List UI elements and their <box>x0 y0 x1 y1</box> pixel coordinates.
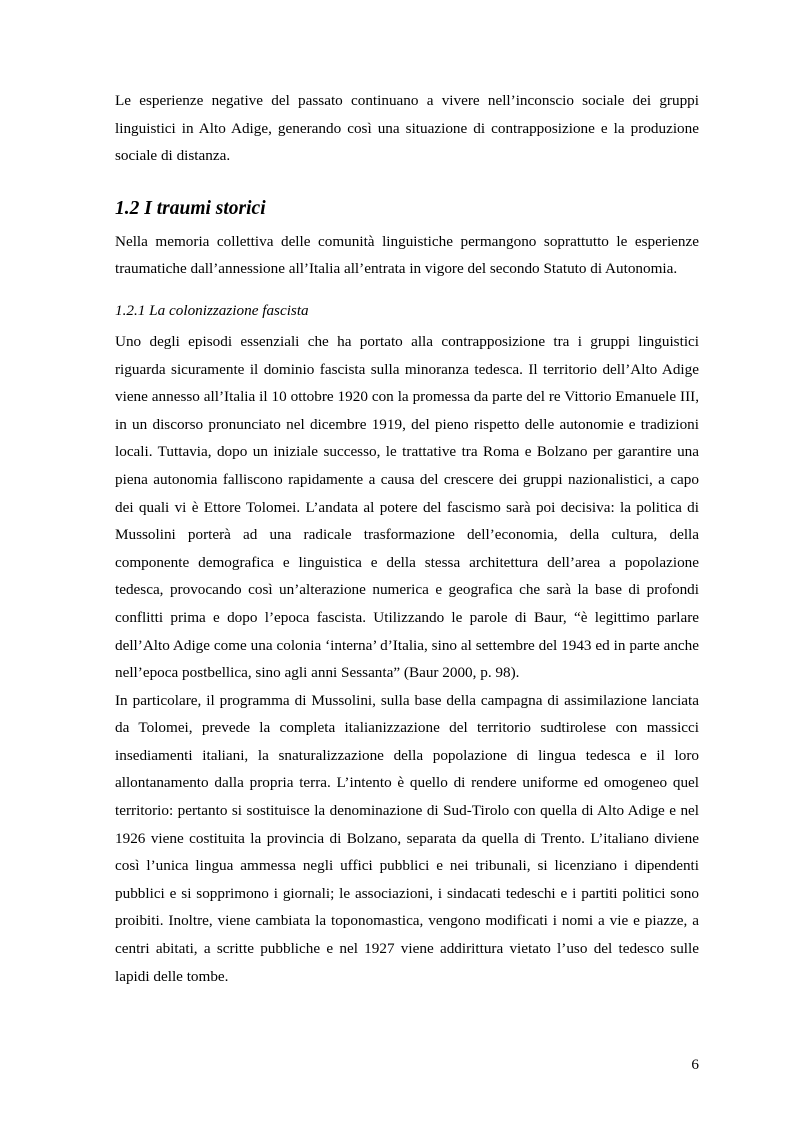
body-paragraph-2: In particolare, il programma di Mussolini, sulla base della campagna di assimilazione lanciata da Tolomei, prevede la completa italianizzazione del territorio sudtirolese con massicci insediamenti italiani, la snaturalizzazione della popolazione di lingua tedesca e il loro allontanamento dalla propria terra. L’intento è quello di rendere uniforme ed omogeneo quel territorio: pertanto si sostituisce la denominazione di Sud-Tirolo con quella di Alto Adige e nel 1926 viene costituita la provincia di Bolzano, separata da quella di Trento. L’italiano diviene così l’unica lingua ammessa negli uffici pubblici e nei tribunali, si licenziano i dipendenti pubblici e si sopprimono i giornali; le associazioni, i sindacati tedeschi e i partiti politici sono proibiti. Inoltre, viene cambiata la toponomastica, vengono modificati i nomi a vie e piazze, a centri abitati, a scritte pubbliche e nel 1927 viene addirittura vietato l’uso del tedesco sulle lapidi delle tombe. <box>115 691 699 985</box>
section-heading: 1.2 I traumi storici <box>115 197 266 219</box>
page-body <box>115 87 699 990</box>
section-paragraph: Nella memoria collettiva delle comunità linguistiche permangono soprattutto le esperienze traumatiche dall’annessione all’Italia all’entrata in vigore del secondo Statuto di Autonomia. <box>115 232 699 278</box>
intro-paragraph: Le esperienze negative del passato continuano a vivere nell’inconscio sociale dei gruppi linguistici in Alto Adige, generando così una situazione di contrapposizione e la produzione sociale di distanza. <box>115 92 699 165</box>
page-number: 6 <box>691 1056 699 1073</box>
body-paragraph-1: Uno degli episodi essenziali che ha portato alla contrapposizione tra i gruppi linguistici riguarda sicuramente il dominio fascista sulla minoranza tedesca. Il territorio dell’Alto Adige viene annesso all’Italia il 10 ottobre 1920 con la promessa da parte del re Vittorio Emanuele III, in un discorso pronunciato nel dicembre 1919, del pieno rispetto delle autonomie e tradizioni locali. Tuttavia, dopo un iniziale successo, le trattative tra Roma e Bolzano per garantire una piena autonomia falliscono rapidamente a causa del crescere dei gruppi nazionalistici, a capo dei quali vi è Ettore Tolomei. L’andata al potere del fascismo sarà poi decisiva: la politica di Mussolini porterà ad una radicale trasformazione dell’economia, della cultura, della componente demografica e linguistica e della stessa architettura dell’area a popolazione tedesca, provocando così un’alterazione numerica e geografica che sarà la base di profondi conflitti prima e dopo l’epoca fascista. Utilizzando le parole di Baur, “è legittimo parlare dell’Alto Adige come una colonia ‘interna’ d’Italia, sino al settembre del 1943 ed in parte anche nell’epoca postbellica, sino agli anni Sessanta” (Baur 2000, p. 98). <box>115 332 699 682</box>
subsection-heading: 1.2.1 La colonizzazione fascista <box>115 301 309 319</box>
